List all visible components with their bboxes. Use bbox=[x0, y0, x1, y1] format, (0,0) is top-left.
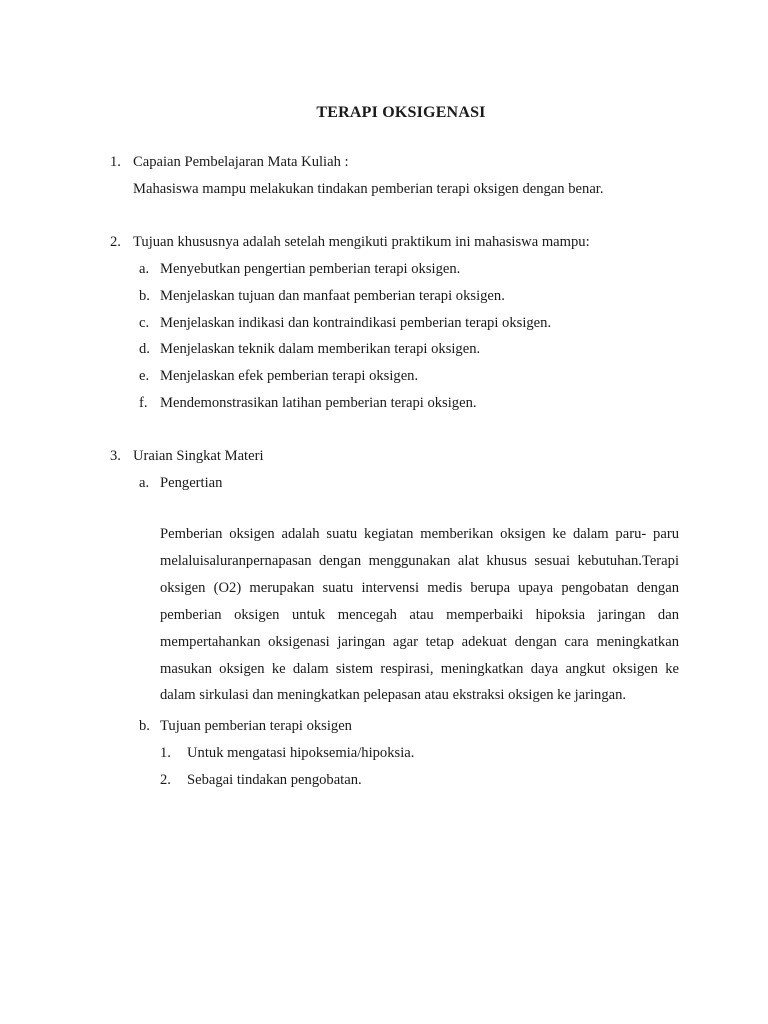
subsection-a-heading: Pengertian bbox=[160, 475, 223, 491]
paragraph-line: dalam sirkulasi dan meningkatkan pelepasan atau ekstraksi oksigen ke jaringan. bbox=[160, 687, 627, 704]
list-item: Untuk mengatasi hipoksemia/hipoksia. bbox=[187, 745, 415, 761]
section-1-heading: Capaian Pembelajaran Mata Kuliah : bbox=[133, 154, 349, 170]
list-item: Menyebutkan pengertian pemberian terapi oksigen. bbox=[160, 261, 461, 277]
list-item-marker: e. bbox=[139, 368, 150, 384]
list-item: Menjelaskan efek pemberian terapi oksigen. bbox=[160, 368, 419, 384]
section-3-heading: Uraian Singkat Materi bbox=[133, 448, 264, 464]
list-item: Menjelaskan tujuan dan manfaat pemberian terapi oksigen. bbox=[160, 288, 505, 304]
list-item-marker: 1. bbox=[160, 745, 171, 761]
list-item-marker: 2. bbox=[160, 772, 171, 788]
subsection-b-heading: Tujuan pemberian terapi oksigen bbox=[160, 718, 352, 734]
list-item: Menjelaskan indikasi dan kontraindikasi pemberian terapi oksigen. bbox=[160, 315, 552, 331]
subsection-b-marker: b. bbox=[139, 718, 150, 734]
paragraph-line: masukan oksigen ke dalam sistem respirasi, meningkatkan daya angkut oksigen ke bbox=[160, 660, 679, 677]
section-1-number: 1. bbox=[110, 154, 121, 170]
paragraph-line: oksigen (O2) merupakan suatu intervensi medis berupa upaya pengobatan dengan bbox=[160, 579, 679, 596]
list-item-marker: c. bbox=[139, 315, 150, 331]
document-title: TERAPI OKSIGENASI bbox=[316, 104, 486, 121]
paragraph-line: Pemberian oksigen adalah suatu kegiatan memberikan oksigen ke dalam paru- paru bbox=[160, 526, 679, 542]
paragraph-line: mempertahankan oksigenasi jaringan agar tetap adekuat dengan cara meningkatkan bbox=[160, 633, 679, 650]
list-item-marker: d. bbox=[139, 341, 150, 357]
list-item-marker: b. bbox=[139, 288, 150, 304]
paragraph-line: melaluisaluranpernapasan dengan menggunakan alat khusus sesuai kebutuhan.Terapi bbox=[160, 552, 679, 569]
list-item-marker: f. bbox=[139, 395, 148, 411]
list-item: Mendemonstrasikan latihan pemberian terapi oksigen. bbox=[160, 395, 477, 411]
section-3-number: 3. bbox=[110, 448, 121, 464]
definition-paragraph bbox=[160, 521, 679, 709]
list-item: Menjelaskan teknik dalam memberikan terapi oksigen. bbox=[160, 341, 481, 357]
paragraph-line: pemberian oksigen untuk mencegah atau memperbaiki hipoksia jaringan dan bbox=[160, 606, 679, 623]
subsection-a-marker: a. bbox=[139, 475, 150, 491]
section-2-number: 2. bbox=[110, 234, 121, 250]
list-item-marker: a. bbox=[139, 261, 150, 277]
list-item: Sebagai tindakan pengobatan. bbox=[187, 772, 362, 788]
section-1-body: Mahasiswa mampu melakukan tindakan pemberian terapi oksigen dengan benar. bbox=[133, 181, 604, 197]
section-2-heading: Tujuan khususnya adalah setelah mengikuti praktikum ini mahasiswa mampu: bbox=[133, 234, 590, 250]
